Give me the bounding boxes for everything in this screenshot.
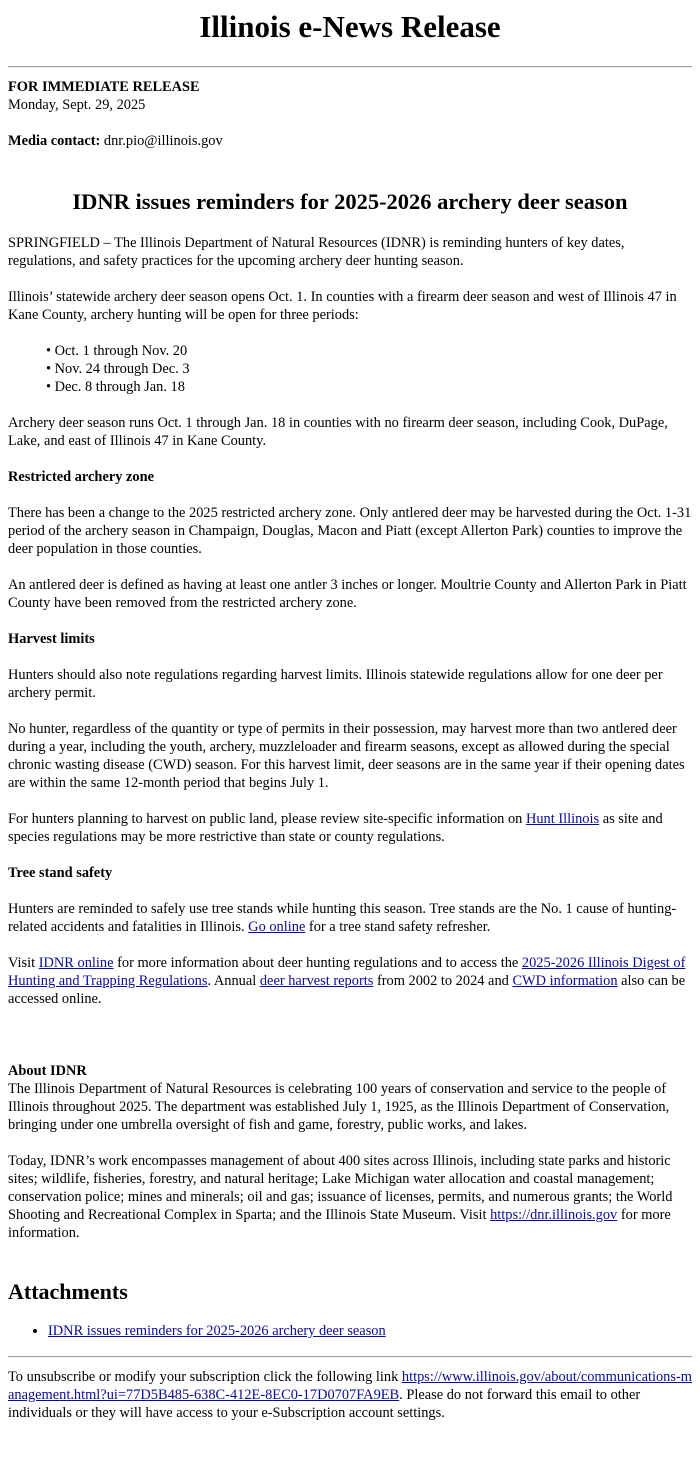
release-date: Monday, Sept. 29, 2025 xyxy=(8,97,146,113)
site-title: Illinois e-News Release xyxy=(199,9,501,44)
cwd-information-link[interactable]: CWD information xyxy=(512,973,618,989)
public-land-text: For hunters planning to harvest on public land, please review site-specific information on xyxy=(8,811,526,827)
article-no-firearm: Archery deer season runs Oct. 1 through Jan. 18 in counties with no firearm deer season, including Cook, DuPage, Lake, and east of Illinois 47 in Kane County. xyxy=(8,415,668,449)
list-item: • Nov. 24 through Dec. 3 xyxy=(46,361,190,377)
media-contact xyxy=(8,132,692,150)
tree-stand-text-end: for a tree stand safety refresher. xyxy=(305,919,491,935)
tree-stand-text: Hunters are reminded to safely use tree stands while hunting this season. Tree stands are the No. 1 cause of hunting-related accidents and fatalities in Illinois. xyxy=(8,901,677,935)
list-item: • Dec. 8 through Jan. 18 xyxy=(46,379,185,395)
restricted-zone-paragraph-1: There has been a change to the 2025 restricted archery zone. Only antlered deer may be harvested during the Oct. 1-31 period of the archery season in Champaign, Douglas, Macon and Piatt (except Allerton Park) counties to improve the deer population in those counties. xyxy=(8,505,692,557)
visit-text-4: from 2002 to 2024 and xyxy=(373,973,513,989)
tree-stand-paragraph xyxy=(8,900,692,936)
visit-text-3: . Annual xyxy=(207,973,260,989)
visit-paragraph xyxy=(8,954,692,1008)
harvest-limits-heading: Harvest limits xyxy=(8,631,95,647)
media-contact-label: Media contact: xyxy=(8,133,101,149)
visit-text-2: for more information about deer hunting regulations and to access the xyxy=(113,955,522,971)
unsubscribe-link[interactable]: https://www.illinois.gov/about/communications-management.html?ui=77D5B485-638C-412E-8EC0-17D0707FA9EB xyxy=(8,1369,692,1403)
about-text: Today, IDNR’s work encompasses management of about 400 sites across Illinois, including state parks and historic sites; wildlife, fisheries, forestry, and natural heritage; Lake Michigan water allocation and coastal management; conservation police; mines and minerals; oil and gas; issuance of licenses, permits, and numerous grants; the World Shooting and Recreational Complex in Sparta; and the Illinois State Museum. Visit xyxy=(8,1153,673,1223)
unsubscribe-text-end: . Please do not forward this email to other individuals or they will have access to your e-Subscription account settings. xyxy=(8,1387,641,1421)
about-text-end: for more information. xyxy=(8,1207,671,1241)
attachments-list xyxy=(8,1322,692,1340)
release-label: FOR IMMEDIATE RELEASE xyxy=(8,79,200,95)
about-idnr-heading: About IDNR xyxy=(8,1063,87,1079)
unsubscribe-text: To unsubscribe or modify your subscription click the following link xyxy=(8,1369,402,1385)
list-item xyxy=(48,1322,692,1340)
bottom-divider xyxy=(8,1356,692,1358)
tree-stand-heading: Tree stand safety xyxy=(8,865,113,881)
attachments-heading: Attachments xyxy=(8,1279,128,1304)
unsubscribe-paragraph xyxy=(8,1368,692,1422)
about-idnr-paragraph-2 xyxy=(8,1152,692,1242)
dnr-website-link[interactable]: https://dnr.illinois.gov xyxy=(490,1207,618,1223)
harvest-limits-paragraph-1: Hunters should also note regulations regarding harvest limits. Illinois statewide regulations allow for one deer per archery permit. xyxy=(8,667,663,701)
release-info xyxy=(8,78,692,114)
go-online-link[interactable]: Go online xyxy=(248,919,306,935)
article-statewide: Illinois’ statewide archery deer season opens Oct. 1. In counties with a firearm deer season and west of Illinois 47 in Kane County, archery hunting will be open for three periods: xyxy=(8,289,677,323)
deer-harvest-reports-link[interactable]: deer harvest reports xyxy=(259,973,374,989)
archery-periods-list xyxy=(8,342,692,396)
idnr-online-link[interactable]: IDNR online xyxy=(38,955,114,971)
media-contact-value: dnr.pio@illinois.gov xyxy=(100,133,223,149)
attachment-link[interactable]: IDNR issues reminders for 2025-2026 archery deer season xyxy=(48,1323,386,1339)
visit-text-end: also can be accessed online. xyxy=(8,973,686,1007)
article-intro: SPRINGFIELD – The Illinois Department of Natural Resources (IDNR) is reminding hunters of key dates, regulations, and safety practices for the upcoming archery deer hunting season. xyxy=(8,235,625,269)
public-land-paragraph xyxy=(8,810,692,846)
about-idnr-paragraph-1: The Illinois Department of Natural Resources is celebrating 100 years of conservation and service to the people of Illinois throughout 2025. The department was established July 1, 1925, as the Illinois Department of Conservation, bringing under one umbrella oversight of fish and game, forestry, public works, and lakes. xyxy=(8,1081,670,1133)
article-headline: IDNR issues reminders for 2025-2026 archery deer season xyxy=(72,189,628,214)
harvest-limits-paragraph-2: No hunter, regardless of the quantity or type of permits in their possession, may harvest more than two antlered deer during a year, including the youth, archery, muzzleloader and firearm seasons, except as allowed during the special chronic wasting disease (CWD) season. For this harvest limit, deer seasons are in the same year if their opening dates are within the same 12-month period that begins July 1. xyxy=(8,721,685,791)
top-divider xyxy=(8,66,692,68)
hunt-illinois-link[interactable]: Hunt Illinois xyxy=(525,811,600,827)
restricted-zone-paragraph-2: An antlered deer is defined as having at least one antler 3 inches or longer. Moultrie County and Allerton Park in Piatt County have been removed from the restricted archery zone. xyxy=(8,577,687,611)
restricted-zone-heading: Restricted archery zone xyxy=(8,469,154,485)
hunting-digest-link[interactable]: 2025-2026 Illinois Digest of Hunting and Trapping Regulations xyxy=(8,955,686,989)
list-item: • Oct. 1 through Nov. 20 xyxy=(46,343,188,359)
visit-text: Visit xyxy=(8,955,39,971)
public-land-text-end: as site and species regulations may be more restrictive than state or county regulations. xyxy=(8,811,663,845)
